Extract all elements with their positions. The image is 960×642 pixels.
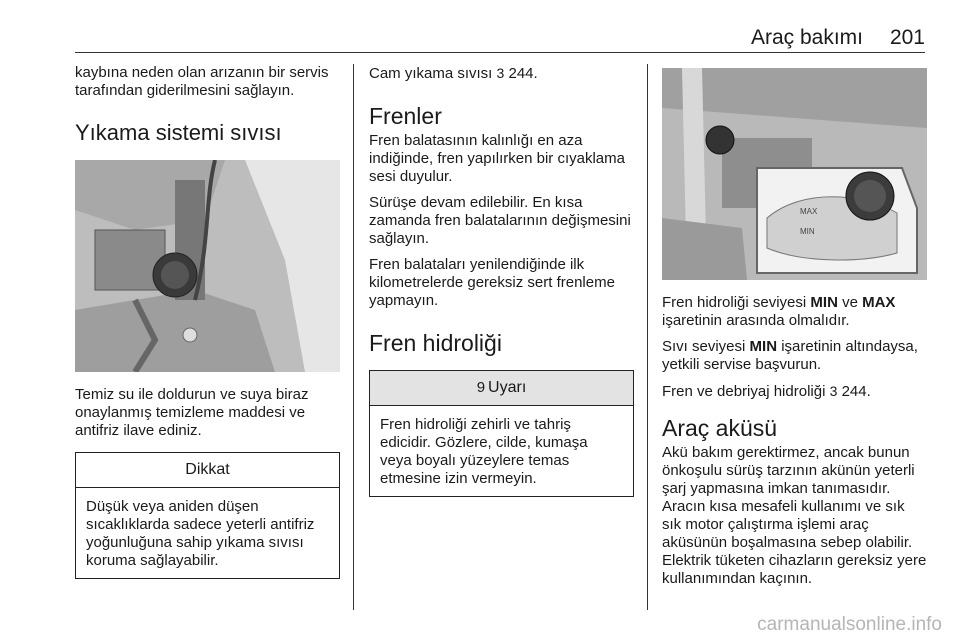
battery-body: Akü bakım gerektirmez, ancak bunun önkoşulu sürüş tarzının akünün yeterli şarj yapmasına imkan tanımasıdır. Aracın kısa mesafeli kullanımı ve sık sık motor çalıştırma işlemi araç aküsünün boşalmasına sebep olabilir. Elektrik tüketen cihazların gereksiz yere kullanımından kaçının. xyxy=(662,444,927,587)
column-3 xyxy=(662,64,927,596)
column-divider xyxy=(353,64,354,610)
warning-icon: 9 xyxy=(476,379,486,396)
page-title: Araç bakımı xyxy=(750,26,863,49)
fluid-reference: Fren ve debriyaj hidroliği 3 244. xyxy=(662,383,871,400)
notice-box xyxy=(75,452,340,579)
warning-title: Uyarı xyxy=(488,379,527,396)
battery-heading: Araç aküsü xyxy=(662,415,778,441)
washer-reference: Cam yıkama sıvısı 3 244. xyxy=(369,65,538,82)
arrow-icon: 3 xyxy=(829,383,838,399)
warning-body: Fren hidroliği zehirli ve tahriş edicidir. Gözlere, cilde, kumaşa veya boyalı yüzeylere temas etmesine izin vermeyin. xyxy=(380,416,588,487)
column-2 xyxy=(369,64,634,497)
watermark: carmanualsonline.info xyxy=(757,614,942,635)
brakes-heading: Frenler xyxy=(369,103,442,129)
image-max-label: MAX xyxy=(800,207,818,216)
brakes-paragraph-3: Fren balataları yenilendiğinde ilk kilometrelerde gereksiz sert frenleme yapmayın. xyxy=(369,256,615,309)
washer-reservoir-image xyxy=(75,160,340,372)
brakes-paragraph-1: Fren balatasının kalınlığı en aza indiğinde, fren yapılırken bir cıyaklama sesi duyulur. xyxy=(369,132,625,185)
warning-box xyxy=(369,370,634,497)
fluid-below-text: Sıvı seviyesi MIN işaretinin altındaysa, yetkili servise başvurun. xyxy=(662,338,918,373)
brake-fluid-reservoir-image xyxy=(662,68,927,280)
image-min-label: MIN xyxy=(800,227,815,236)
warning-header xyxy=(370,371,633,406)
brakes-paragraph-2: Sürüşe devam edilebilir. En kısa zamanda fren balatalarının değişmesini sağlayın. xyxy=(369,194,631,247)
washer-fluid-heading: Yıkama sistemi sıvısı xyxy=(75,120,282,145)
column-1 xyxy=(75,64,340,579)
intro-text: kaybına neden olan arızanın bir servis tarafından giderilmesini sağlayın. xyxy=(75,64,329,99)
notice-body: Düşük veya aniden düşen sıcaklıklarda sadece yeterli antifriz yoğunluğuna sahip yıkama sıvısı koruma sağlayabilir. xyxy=(86,498,315,569)
fluid-level-text: Fren hidroliği seviyesi MIN ve MAX işaretinin arasında olmalıdır. xyxy=(662,294,896,329)
page-number: 201 xyxy=(889,26,925,49)
brake-fluid-heading: Fren hidroliği xyxy=(369,330,502,356)
washer-body: Temiz su ile doldurun ve suya biraz onaylanmış temizleme maddesi ve antifriz ilave ediniz. xyxy=(75,386,309,439)
arrow-icon: 3 xyxy=(496,65,505,81)
column-divider xyxy=(647,64,648,610)
notice-title: Dikkat xyxy=(76,453,339,488)
page-header xyxy=(75,26,925,53)
